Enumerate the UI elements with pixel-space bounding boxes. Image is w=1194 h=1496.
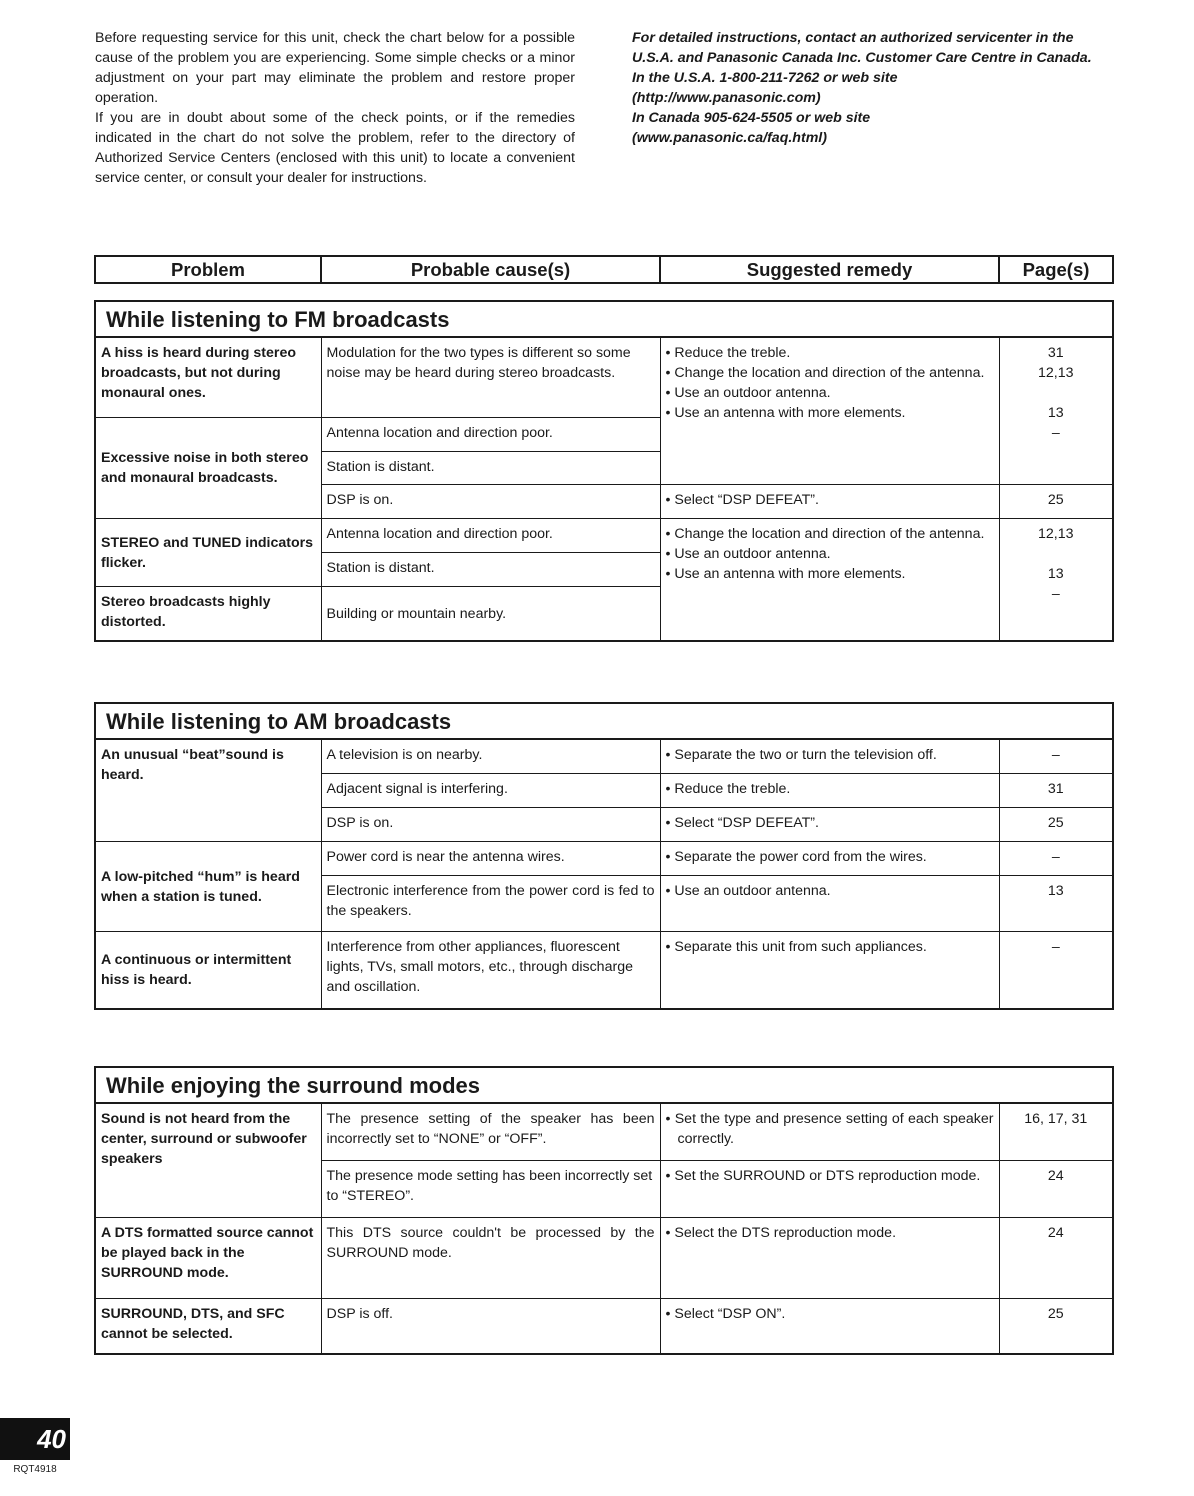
fm-page-more-elements: – [1051, 425, 1060, 441]
surround-remedy-1a [660, 1103, 999, 1160]
surround-page-3: 25 [999, 1298, 1113, 1354]
fm-section-table [94, 300, 1114, 642]
am-remedy-1c: • Select “DSP DEFEAT”. [660, 807, 999, 841]
am-page-1c: 25 [999, 807, 1113, 841]
am-remedy-3: • Separate this unit from such appliances. [660, 931, 999, 1009]
am-problem-2: A low-pitched “hum” is heard when a station is tuned. [95, 841, 321, 931]
fm-problem-4: Stereo broadcasts highly distorted. [95, 586, 321, 641]
surround-section-table [94, 1066, 1114, 1355]
fm-cause-3b: Station is distant. [321, 552, 660, 586]
surround-cause-3: DSP is off. [321, 1298, 660, 1354]
fm-remedy-group-2 [660, 518, 999, 641]
header-problem: Problem [95, 256, 321, 283]
fm-pages-group-1 [999, 337, 1113, 484]
surround-problem-3: SURROUND, DTS, and SFC cannot be selected. [95, 1298, 321, 1354]
surround-remedy-2: • Select the DTS reproduction mode. [660, 1217, 999, 1298]
surround-page-1a: 16, 17, 31 [999, 1103, 1113, 1160]
surround-cause-1b: The presence mode setting has been incorrectly set to “STEREO”. [321, 1160, 660, 1217]
fm-remedy-outdoor-antenna: • Use an outdoor antenna. [665, 385, 831, 401]
fm-cause-3a: Antenna location and direction poor. [321, 518, 660, 552]
am-section-table [94, 702, 1114, 1010]
am-remedy-2a: • Separate the power cord from the wires. [660, 841, 999, 875]
surround-page-1b: 24 [999, 1160, 1113, 1217]
fm-remedy-reduce-treble: • Reduce the treble. [665, 345, 791, 361]
am-cause-1c: DSP is on. [321, 807, 660, 841]
am-cause-1a: A television is on nearby. [321, 739, 660, 773]
fm-problem-3: STEREO and TUNED indicators flicker. [95, 518, 321, 586]
surround-remedy-1a-text: • Set the type and presence setting of each speaker correctly. [665, 1111, 994, 1147]
canada-contact: In Canada 905-624-5505 or web site [632, 110, 871, 126]
am-remedy-1b: • Reduce the treble. [660, 773, 999, 807]
column-header-row [94, 255, 1114, 284]
am-page-1a: – [999, 739, 1113, 773]
fm-page-more-elements-2: – [1051, 585, 1060, 602]
canada-website: (www.panasonic.ca/faq.html) [632, 130, 827, 146]
fm-problem-2: Excessive noise in both stereo and monaural broadcasts. [95, 417, 321, 518]
fm-pages-group-2 [999, 518, 1113, 641]
header-cause: Probable cause(s) [321, 256, 660, 283]
surround-page-2: 24 [999, 1217, 1113, 1298]
fm-remedy-outdoor-antenna-2: • Use an outdoor antenna. [665, 545, 831, 562]
surround-cause-2: This DTS source couldn't be processed by the SURROUND mode. [321, 1217, 660, 1298]
fm-remedy-dsp-defeat: • Select “DSP DEFEAT”. [660, 484, 999, 518]
usa-contact: In the U.S.A. 1-800-211-7262 or web site [632, 70, 898, 86]
am-page-2a: – [999, 841, 1113, 875]
am-page-1b: 31 [999, 773, 1113, 807]
intro-left-column [95, 28, 575, 188]
surround-remedy-1b-text: • Set the SURROUND or DTS reproduction mode. [665, 1167, 981, 1184]
fm-remedy-change-antenna-2: • Change the location and direction of the antenna. [665, 525, 985, 542]
fm-remedy-group-1 [660, 337, 999, 484]
fm-page-dsp-defeat: 25 [999, 484, 1113, 518]
surround-problem-1: Sound is not heard from the center, surround or subwoofer speakers [95, 1103, 321, 1217]
surround-cause-1a: The presence setting of the speaker has been incorrectly set to “NONE” or “OFF”. [321, 1103, 660, 1160]
fm-cause-4: Building or mountain nearby. [321, 586, 660, 641]
intro-paragraph-2: If you are in doubt about some of the check points, or if the remedies indicated in the chart do not solve the problem, refer to the directory of Authorized Service Centers (enclosed with this unit) to locate a convenient service center, or consult your dealer for instructions. [95, 110, 575, 186]
am-section-title: While listening to AM broadcasts [95, 703, 1113, 739]
header-pages: Page(s) [999, 256, 1113, 283]
fm-cause-1: Modulation for the two types is different so some noise may be heard during stereo broadcasts. [321, 337, 660, 417]
am-page-2b: 13 [999, 875, 1113, 931]
surround-remedy-1b [660, 1160, 999, 1217]
fm-cause-2b: Station is distant. [321, 451, 660, 484]
fm-page-change-antenna-2: 12,13 [1038, 525, 1074, 542]
fm-remedy-more-elements: • Use an antenna with more elements. [665, 405, 906, 421]
page-number-badge: 40 [0, 1418, 70, 1460]
fm-page-outdoor-antenna: 13 [1047, 405, 1064, 421]
header-remedy: Suggested remedy [660, 256, 999, 283]
fm-section-title: While listening to FM broadcasts [95, 301, 1113, 337]
usa-website: (http://www.panasonic.com) [632, 90, 821, 106]
am-problem-1: An unusual “beat”sound is heard. [95, 739, 321, 841]
surround-problem-2: A DTS formatted source cannot be played back in the SURROUND mode. [95, 1217, 321, 1298]
surround-section-title: While enjoying the surround modes [95, 1067, 1113, 1103]
am-cause-2b: Electronic interference from the power cord is fed to the speakers. [321, 875, 660, 931]
am-page-3: – [999, 931, 1113, 1009]
intro-paragraph-1: Before requesting service for this unit, check the chart below for a possible cause of the problem you are experiencing. Some simple checks or a minor adjustment on your part may eliminate the problem and restore proper operation. [95, 30, 575, 106]
am-problem-3: A continuous or intermittent hiss is heard. [95, 931, 321, 1009]
fm-page-outdoor-antenna-2: 13 [1047, 565, 1064, 582]
am-cause-2a: Power cord is near the antenna wires. [321, 841, 660, 875]
surround-remedy-3: • Select “DSP ON”. [660, 1298, 999, 1354]
am-remedy-2b: • Use an outdoor antenna. [660, 875, 999, 931]
intro-right-column [632, 28, 1114, 148]
am-cause-3: Interference from other appliances, fluorescent lights, TVs, small motors, etc., through discharge and oscillation. [321, 931, 660, 1009]
fm-page-reduce-treble: 31 [1047, 345, 1064, 361]
fm-page-change-antenna: 12,13 [1038, 365, 1074, 381]
fm-cause-2c: DSP is on. [321, 484, 660, 518]
fm-problem-1: A hiss is heard during stereo broadcasts, but not during monaural ones. [95, 337, 321, 417]
fm-remedy-more-elements-2: • Use an antenna with more elements. [665, 565, 906, 582]
fm-remedy-change-antenna: • Change the location and direction of the antenna. [665, 365, 985, 381]
am-cause-1b: Adjacent signal is interfering. [321, 773, 660, 807]
contact-intro: For detailed instructions, contact an authorized servicenter in the U.S.A. and Panasonic Canada Inc. Customer Care Centre in Canada. [632, 30, 1092, 66]
fm-cause-2a: Antenna location and direction poor. [321, 417, 660, 451]
am-remedy-1a: • Separate the two or turn the television off. [660, 739, 999, 773]
document-code: RQT4918 [13, 1464, 57, 1475]
